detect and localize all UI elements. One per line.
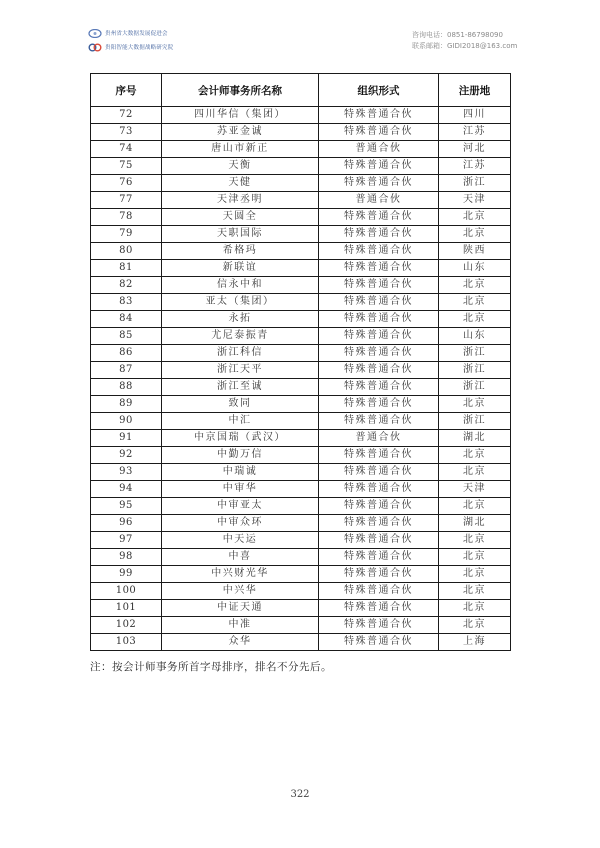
table-row [91,532,511,549]
cell-no: 84 [91,311,162,328]
cell-form: 特殊普通合伙 [319,311,439,328]
cell-name: 中审亚太 [162,498,319,515]
cell-no: 95 [91,498,162,515]
cell-place: 江苏 [439,124,511,141]
cell-place: 北京 [439,566,511,583]
cell-form: 特殊普通合伙 [319,583,439,600]
cell-no: 96 [91,515,162,532]
cell-name: 众华 [162,634,319,651]
cell-form: 特殊普通合伙 [319,464,439,481]
cell-form: 特殊普通合伙 [319,515,439,532]
cell-name: 亚太（集团） [162,294,319,311]
cell-place: 北京 [439,498,511,515]
cell-no: 99 [91,566,162,583]
table-row [91,481,511,498]
cell-no: 101 [91,600,162,617]
cell-place: 山东 [439,260,511,277]
cell-no: 79 [91,226,162,243]
cell-name: 浙江至诚 [162,379,319,396]
cell-name: 中喜 [162,549,319,566]
cell-form: 特殊普通合伙 [319,175,439,192]
cell-no: 103 [91,634,162,651]
cell-place: 浙江 [439,175,511,192]
cell-form: 特殊普通合伙 [319,107,439,124]
cell-name: 天职国际 [162,226,319,243]
cell-place: 北京 [439,226,511,243]
cell-form: 特殊普通合伙 [319,260,439,277]
cell-place: 天津 [439,192,511,209]
cell-name: 中勤万信 [162,447,319,464]
table-row [91,498,511,515]
cell-no: 97 [91,532,162,549]
cell-form: 特殊普通合伙 [319,226,439,243]
cell-name: 天衡 [162,158,319,175]
cell-form: 特殊普通合伙 [319,209,439,226]
cell-form: 普通合伙 [319,192,439,209]
cell-form: 特殊普通合伙 [319,243,439,260]
cell-form: 特殊普通合伙 [319,294,439,311]
cell-no: 74 [91,141,162,158]
cell-no: 81 [91,260,162,277]
table-row [91,634,511,651]
table-row [91,413,511,430]
cell-name: 中准 [162,617,319,634]
cell-place: 山东 [439,328,511,345]
table-row [91,209,511,226]
cell-form: 特殊普通合伙 [319,413,439,430]
cell-place: 天津 [439,481,511,498]
table-body [91,107,511,651]
cell-no: 75 [91,158,162,175]
table-row [91,158,511,175]
table-row [91,260,511,277]
table-row [91,464,511,481]
logo-line-institute [88,41,198,53]
table-row [91,226,511,243]
header-logo [88,27,198,55]
cell-place: 湖北 [439,515,511,532]
cell-place: 北京 [439,549,511,566]
table-row [91,192,511,209]
column-header-name: 会计师事务所名称 [162,74,319,107]
cell-no: 80 [91,243,162,260]
accounting-firms-table [90,73,511,651]
table-row [91,277,511,294]
cell-name: 天津丞明 [162,192,319,209]
cell-no: 102 [91,617,162,634]
table-row [91,447,511,464]
cell-name: 苏亚金诚 [162,124,319,141]
footnote: 注：按会计师事务所首字母排序，排名不分先后。 [90,661,332,673]
cell-place: 上海 [439,634,511,651]
cell-name: 中兴华 [162,583,319,600]
cell-name: 中天运 [162,532,319,549]
cell-no: 88 [91,379,162,396]
cell-name: 中汇 [162,413,319,430]
cell-form: 普通合伙 [319,430,439,447]
cell-form: 特殊普通合伙 [319,549,439,566]
table-row [91,243,511,260]
column-header-no: 序号 [91,74,162,107]
table-row [91,430,511,447]
association-logo-icon [88,29,102,38]
cell-form: 特殊普通合伙 [319,328,439,345]
cell-form: 特殊普通合伙 [319,566,439,583]
contact-email: 联系邮箱：GIDI2018@163.com [412,42,518,50]
cell-name: 中瑞诚 [162,464,319,481]
cell-name: 浙江天平 [162,362,319,379]
cell-name: 浙江科信 [162,345,319,362]
cell-place: 北京 [439,532,511,549]
cell-no: 100 [91,583,162,600]
table-row [91,328,511,345]
table-row [91,124,511,141]
table-row [91,294,511,311]
table-row [91,549,511,566]
page-number: 322 [290,789,310,800]
table-row [91,396,511,413]
cell-name: 信永中和 [162,277,319,294]
cell-no: 92 [91,447,162,464]
cell-no: 83 [91,294,162,311]
cell-place: 北京 [439,277,511,294]
cell-no: 91 [91,430,162,447]
cell-place: 北京 [439,396,511,413]
cell-form: 特殊普通合伙 [319,362,439,379]
cell-place: 湖北 [439,430,511,447]
cell-form: 特殊普通合伙 [319,532,439,549]
cell-no: 86 [91,345,162,362]
table-row [91,345,511,362]
cell-place: 浙江 [439,362,511,379]
table-row [91,175,511,192]
cell-place: 浙江 [439,379,511,396]
cell-name: 新联谊 [162,260,319,277]
cell-place: 四川 [439,107,511,124]
cell-no: 94 [91,481,162,498]
cell-no: 76 [91,175,162,192]
cell-no: 78 [91,209,162,226]
table-row [91,311,511,328]
cell-form: 特殊普通合伙 [319,481,439,498]
cell-form: 特殊普通合伙 [319,396,439,413]
cell-no: 89 [91,396,162,413]
cell-no: 93 [91,464,162,481]
cell-name: 天圆全 [162,209,319,226]
table-row [91,583,511,600]
cell-place: 北京 [439,617,511,634]
cell-no: 82 [91,277,162,294]
contact-phone: 咨询电话：0851-86798090 [412,31,503,39]
cell-form: 普通合伙 [319,141,439,158]
header-contact [412,30,517,52]
cell-form: 特殊普通合伙 [319,124,439,141]
cell-form: 特殊普通合伙 [319,617,439,634]
cell-form: 特殊普通合伙 [319,158,439,175]
cell-place: 北京 [439,600,511,617]
cell-name: 中审华 [162,481,319,498]
cell-form: 特殊普通合伙 [319,379,439,396]
cell-place: 浙江 [439,413,511,430]
table-row [91,515,511,532]
cell-name: 中审众环 [162,515,319,532]
cell-form: 特殊普通合伙 [319,345,439,362]
table-row [91,379,511,396]
column-header-form: 组织形式 [319,74,439,107]
table-row [91,600,511,617]
cell-name: 中京国瑞（武汉） [162,430,319,447]
cell-name: 唐山市新正 [162,141,319,158]
cell-place: 江苏 [439,158,511,175]
table-row [91,107,511,124]
cell-name: 致同 [162,396,319,413]
cell-name: 希格玛 [162,243,319,260]
column-header-place: 注册地 [439,74,511,107]
cell-place: 北京 [439,294,511,311]
cell-no: 73 [91,124,162,141]
cell-no: 87 [91,362,162,379]
institute-logo-icon [88,43,102,52]
logo-text-association: 贵州省大数据发展促进会 [105,31,168,37]
cell-no: 72 [91,107,162,124]
cell-form: 特殊普通合伙 [319,600,439,617]
cell-no: 85 [91,328,162,345]
table-header-row [91,74,511,107]
cell-name: 四川华信（集团） [162,107,319,124]
cell-place: 浙江 [439,345,511,362]
cell-place: 北京 [439,447,511,464]
cell-place: 北京 [439,583,511,600]
logo-line-association [88,27,198,39]
cell-place: 北京 [439,209,511,226]
cell-place: 陕西 [439,243,511,260]
cell-form: 特殊普通合伙 [319,498,439,515]
table-row [91,362,511,379]
cell-form: 特殊普通合伙 [319,277,439,294]
cell-no: 98 [91,549,162,566]
cell-form: 特殊普通合伙 [319,634,439,651]
cell-name: 中证天通 [162,600,319,617]
table-row [91,617,511,634]
cell-no: 90 [91,413,162,430]
logo-text-institute: 贵阳智能大数据战略研究院 [105,45,174,51]
table-row [91,141,511,158]
cell-place: 北京 [439,311,511,328]
cell-form: 特殊普通合伙 [319,447,439,464]
table-row [91,566,511,583]
cell-name: 天健 [162,175,319,192]
cell-place: 北京 [439,464,511,481]
cell-name: 尤尼泰振青 [162,328,319,345]
cell-name: 永拓 [162,311,319,328]
cell-place: 河北 [439,141,511,158]
cell-no: 77 [91,192,162,209]
cell-name: 中兴财光华 [162,566,319,583]
